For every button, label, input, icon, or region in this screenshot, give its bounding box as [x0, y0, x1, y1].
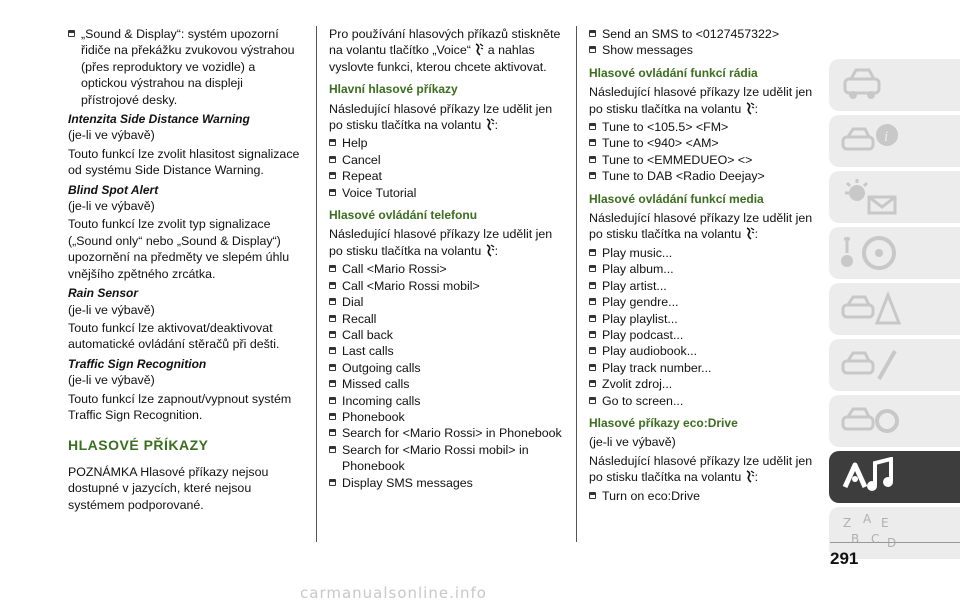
voice-button-icon: [474, 43, 484, 56]
subsection-text: Touto funkcí lze aktivovat/deaktivovat automatické ovládání stěračů při dešti.: [68, 320, 280, 352]
voice-command-item: Help: [329, 135, 567, 151]
voice-command-item: Tune to <105.5> <FM>: [589, 119, 821, 135]
voice-command-item: Outgoing calls: [329, 360, 567, 376]
voice-command-item: Send an SMS to <0127457322>: [589, 26, 821, 42]
voice-command-item: Call <Mario Rossi>: [329, 261, 567, 277]
svg-text:B: B: [851, 532, 860, 546]
availability-note: (je-li ve výbavě): [68, 302, 155, 317]
car-service-icon: [841, 345, 901, 385]
subsection-title: Traffic Sign Recognition: [68, 356, 207, 371]
radio-commands-list: [589, 119, 821, 185]
main-commands-list: [329, 135, 567, 201]
subsection-text: Touto funkcí lze zvolit typ signalizace („Sound only“ nebo „Sound & Display“) upozornění na předměty ve slepém úhlu vnějšího zpětného zrcátka.: [68, 217, 290, 281]
svg-text:C: C: [871, 532, 880, 546]
bullet-intro: „Sound & Display“: systém upozorní řidiče na překážku zvukovou výstrahou (přes reproduktory ve vozidle) a optickou výstrahou na displeji přístrojové desky.: [68, 26, 304, 108]
column-1: [68, 26, 304, 515]
alphabet-index-icon: [841, 513, 901, 553]
heading-eco-commands: Hlasové příkazy eco:Drive: [589, 415, 738, 430]
voice-command-item: Tune to <EMMEDUEO> <>: [589, 152, 821, 168]
subsection-text: Touto funkcí lze zapnout/vypnout systém Traffic Sign Recognition.: [68, 391, 292, 422]
tab-car-overview[interactable]: [829, 59, 960, 111]
svg-text:Z: Z: [843, 516, 852, 530]
voice-command-item: Play track number...: [589, 360, 821, 376]
availability-note: (je-li ve výbavě): [68, 373, 155, 388]
subsection-title: Blind Spot Alert: [68, 182, 159, 197]
column-2: [329, 26, 567, 491]
car-icon: [841, 65, 885, 105]
availability-note: (je-li ve výbavě): [68, 199, 155, 214]
voice-command-item: Play audiobook...: [589, 343, 821, 359]
watermark: carmanualsonline.info: [300, 584, 487, 602]
voice-command-item: Play podcast...: [589, 327, 821, 343]
voice-command-item: Last calls: [329, 343, 567, 359]
subsection-text: Touto funkcí lze zvolit hlasitost signalizace od systému Side Distance Warning.: [68, 146, 300, 178]
heading-media-commands: Hlasové ovládání funkcí media: [589, 191, 764, 206]
svg-text:i: i: [884, 129, 889, 145]
voice-command-item: Tune to DAB <Radio Deejay>: [589, 168, 821, 184]
voice-command-item: Dial: [329, 294, 567, 310]
voice-command-item: Call back: [329, 327, 567, 343]
voice-command-item: Missed calls: [329, 376, 567, 392]
voice-command-item: Play music...: [589, 245, 821, 261]
availability-note: (je-li ve výbavě): [68, 128, 155, 143]
page-number: 291: [830, 549, 859, 568]
voice-command-item: Display SMS messages: [329, 475, 567, 491]
phone-intro: Následující hlasové příkazy lze udělit jen po stisku tlačítka na volantu :: [329, 227, 553, 258]
car-technical-icon: [841, 401, 901, 441]
tab-technical-data[interactable]: [829, 395, 960, 447]
car-emergency-icon: [841, 289, 901, 329]
voice-command-item: Phonebook: [329, 409, 567, 425]
voice-command-item: Play artist...: [589, 278, 821, 294]
heading-main-commands: Hlavní hlasové příkazy: [329, 82, 458, 97]
note-text: POZNÁMKA Hlasové příkazy nejsou dostupné v jazycích, které nejsou systémem podporované.: [68, 464, 269, 512]
tab-maintenance[interactable]: [829, 339, 960, 391]
voice-command-item: Voice Tutorial: [329, 185, 567, 201]
voice-command-item: Play gendre...: [589, 294, 821, 310]
voice-button-icon: [485, 118, 495, 131]
voice-command-item: Tune to <940> <AM>: [589, 135, 821, 151]
column-divider: [316, 26, 317, 542]
tab-emergency[interactable]: [829, 283, 960, 335]
voice-button-icon: [745, 470, 755, 483]
sms-commands-list: [589, 26, 821, 59]
page-number-rule: [830, 542, 960, 543]
column-3: [589, 26, 821, 504]
tab-car-info[interactable]: [829, 115, 960, 167]
voice-button-icon: [485, 244, 495, 257]
voice-command-item: Search for <Mario Rossi> in Phonebook: [329, 425, 567, 441]
svg-text:A: A: [863, 513, 872, 526]
subsection-title: Intenzita Side Distance Warning: [68, 112, 250, 127]
media-intro: Následující hlasové příkazy lze udělit jen po stisku tlačítka na volantu :: [589, 211, 813, 242]
voice-command-item: Recall: [329, 311, 567, 327]
eco-commands-list: [589, 488, 821, 504]
multimedia-music-icon: [841, 457, 901, 497]
column-divider: [576, 26, 577, 542]
voice-command-item: Cancel: [329, 152, 567, 168]
phone-commands-list: [329, 261, 567, 491]
voice-command-item: Call <Mario Rossi mobil>: [329, 278, 567, 294]
voice-intro: Pro používání hlasových příkazů stiskněte na volantu tlačítko „Voice“ a nahlas vyslovte funkci, kterou chcete aktivovat.: [329, 27, 561, 74]
voice-command-item: Play playlist...: [589, 311, 821, 327]
tab-safety-driving[interactable]: [829, 227, 960, 279]
voice-command-item: Repeat: [329, 168, 567, 184]
svg-text:D: D: [887, 536, 897, 550]
car-info-icon: [841, 121, 901, 161]
voice-button-icon: [745, 102, 755, 115]
voice-command-item: Show messages: [589, 42, 821, 58]
tab-warning-lights[interactable]: [829, 171, 960, 223]
voice-command-item: Search for <Mario Rossi mobil> in Phonebook: [329, 442, 567, 475]
svg-text:E: E: [881, 516, 889, 530]
voice-command-item: Incoming calls: [329, 393, 567, 409]
heading-phone-commands: Hlasové ovládání telefonu: [329, 208, 478, 223]
eco-sub: (je-li ve výbavě): [589, 435, 676, 450]
media-commands-list: [589, 245, 821, 409]
radio-intro: Následující hlasové příkazy lze udělit jen po stisku tlačítka na volantu :: [589, 85, 813, 116]
warning-light-message-icon: [841, 177, 901, 217]
chapter-tabs: [829, 59, 960, 563]
eco-intro: Následující hlasové příkazy lze udělit jen po stisku tlačítka na volantu :: [589, 453, 813, 485]
voice-command-item: Turn on eco:Drive: [589, 488, 821, 504]
main-intro: Následující hlasové příkazy lze udělit jen po stisku tlačítka na volantu :: [329, 101, 553, 133]
voice-command-item: Go to screen...: [589, 393, 821, 409]
voice-button-icon: [745, 227, 755, 240]
subsection-title: Rain Sensor: [68, 286, 139, 301]
tab-multimedia[interactable]: [829, 451, 960, 503]
steering-wheel-icon: [841, 233, 901, 273]
heading-radio-commands: Hlasové ovládání funkcí rádia: [589, 65, 758, 80]
section-heading-voice-commands: HLASOVÉ PŘÍKAZY: [68, 437, 209, 454]
voice-command-item: Play album...: [589, 261, 821, 277]
voice-command-item: Zvolit zdroj...: [589, 376, 821, 392]
